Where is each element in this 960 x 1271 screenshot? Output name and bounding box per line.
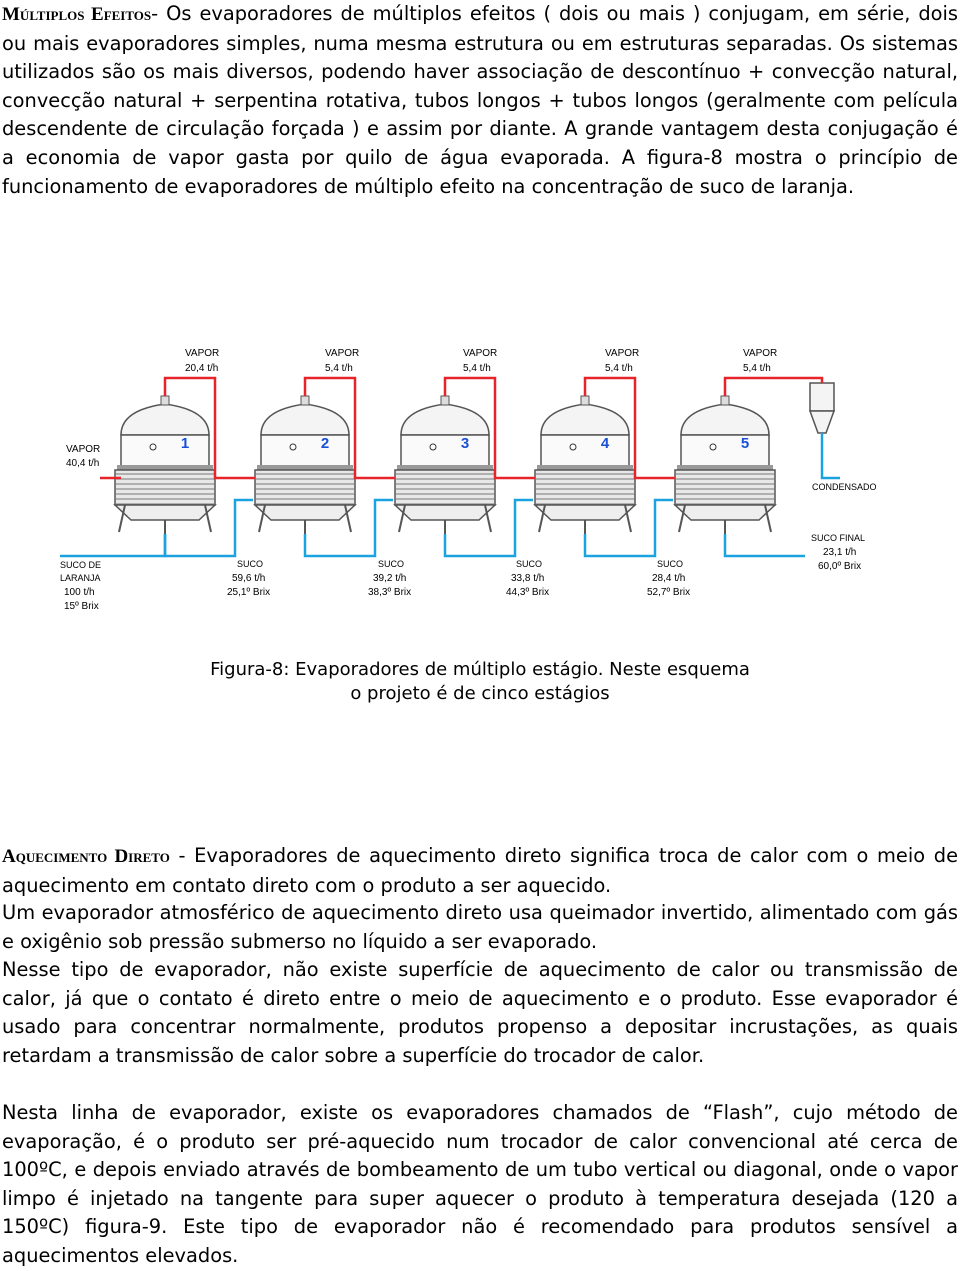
sight-glass (290, 444, 296, 450)
suco-label: SUCO (378, 559, 405, 569)
section-heading: Aquecimento Direto (2, 846, 170, 867)
vessel-dome (121, 404, 209, 435)
final-label: SUCO FINAL (811, 533, 866, 543)
vapor-label: VAPOR (185, 348, 220, 359)
vapor-pipe-5 (725, 378, 822, 396)
vessel-dome (261, 404, 349, 435)
vapor-flow: 5,4 t/h (605, 363, 633, 374)
feed-label: SUCO DE (60, 560, 102, 570)
vapor-flow: 20,4 t/h (185, 363, 219, 374)
evaporator-diagram (0, 330, 960, 630)
suco-flow: 39,2 t/h (373, 573, 407, 584)
vessel-top-nozzle (301, 396, 309, 405)
vessel-top-nozzle (441, 396, 449, 405)
sight-glass (150, 444, 156, 450)
stage-number: 1 (180, 435, 190, 452)
section-aquecimento-direto: Aquecimento Direto - Evaporadores de aquecimento direto significa troca de calor com o meio de aquecimento em contato direto com o produto a ser aquecido. (2, 844, 958, 897)
suco-label: SUCO (657, 559, 684, 569)
feed-brix: 15º Brix (64, 601, 99, 612)
vapor-flow: 5,4 t/h (325, 363, 353, 374)
vessel-bottom (675, 505, 775, 520)
condensate-pipe (822, 433, 840, 478)
vessel-body (121, 435, 209, 470)
evaporator-stage-5 (675, 396, 775, 534)
evaporator-stage-2 (255, 396, 355, 534)
suco-brix: 44,3º Brix (506, 587, 550, 598)
evaporator-stage-3 (395, 396, 495, 534)
vessel-top-nozzle (581, 396, 589, 405)
sight-glass (570, 444, 576, 450)
vapor-flow: 5,4 t/h (463, 363, 491, 374)
vessel-body (681, 435, 769, 470)
vessel-body (261, 435, 349, 470)
stage-number: 4 (600, 435, 610, 452)
vapor-inlet-label: VAPOR (66, 444, 101, 455)
feed-label: LARANJA (60, 573, 101, 583)
vessel-body (541, 435, 629, 470)
vessel-bottom (255, 505, 355, 520)
condenser-body (810, 383, 834, 411)
heat-exchanger (255, 470, 355, 505)
condensado-label: CONDENSADO (812, 482, 877, 492)
sight-glass (430, 444, 436, 450)
suco-flow: 59,6 t/h (232, 573, 266, 584)
vessel-top-nozzle (161, 396, 169, 405)
heat-exchanger (115, 470, 215, 505)
stage-number: 5 (740, 435, 750, 452)
paragraph-text: Evaporadores de aquecimento direto significa troca de calor com o meio de aquecimento em contato direto com o produto a ser aquecido. (2, 844, 958, 897)
juice-final-pipe (725, 534, 805, 556)
vessel-top-nozzle (721, 396, 729, 405)
condenser-cone (810, 411, 834, 433)
vapor-label: VAPOR (605, 348, 640, 359)
vessel-body (401, 435, 489, 470)
suco-label: SUCO (516, 559, 543, 569)
vapor-label: VAPOR (325, 348, 360, 359)
final-brix: 60,0º Brix (818, 561, 862, 572)
condenser (810, 383, 834, 433)
heat-exchanger (675, 470, 775, 505)
evaporator-stage-1 (115, 396, 215, 534)
vessel-dome (681, 404, 769, 435)
sight-glass (710, 444, 716, 450)
stage-number: 2 (320, 435, 330, 452)
evaporator-stage-4 (535, 396, 635, 534)
vessel-bottom (395, 505, 495, 520)
suco-brix: 25,1º Brix (227, 587, 271, 598)
vessel-dome (401, 404, 489, 435)
section-multiplos-efeitos: Múltiplos Efeitos- Os evaporadores de múltiplos efeitos ( dois ou mais ) conjugam, em série, dois ou mais evaporadores simples, numa mesma estrutura ou em estruturas separadas. Os sistemas utilizados são os mais diversos, podendo haver associação de descontínuo + convecção natural, convecção natural + serpentina rotativa, tubos longos + tubos longos (geralmente com película descendente de circulação forçada ) e assim por diante. A grande vantagem desta conjugação é a economia de vapor gasta por quilo de água evaporada. A figura-8 mostra o princípio de funcionamento de evaporadores de múltiplo efeito na concentração de suco de laranja. (2, 2, 959, 198)
feed-flow: 100 t/h (64, 587, 95, 598)
suco-flow: 33,8 t/h (511, 573, 545, 584)
final-flow: 23,1 t/h (823, 547, 857, 558)
vessel-bottom (115, 505, 215, 520)
suco-flow: 28,4 t/h (652, 573, 686, 584)
paragraph: Um evaporador atmosférico de aquecimento direto usa queimador invertido, alimentado com gás e oxigênio sob pressão submerso no líquido a ser evaporado. (2, 901, 958, 953)
paragraph: Nesse tipo de evaporador, não existe superfície de aquecimento de calor ou transmissão de calor, já que o contato é direto entre o meio de aquecimento e o produto. Esse evaporador é usado para concentrar normalmente, produtos propenso a depositar incrustações, as quais retardam a transmissão de calor sobre a superfície do trocador de calor. (2, 958, 958, 1067)
section-heading: Múltiplos Efeitos (2, 4, 152, 25)
vessel-bottom (535, 505, 635, 520)
paragraph: Nesta linha de evaporador, existe os evaporadores chamados de “Flash”, cujo método de evaporação, é o produto ser pré-aquecido num trocador de calor convencional até cerca de 100ºC, e depois enviado através de bombeamento de um tubo vertical ou diagonal, onde o vapor limpo é injetado na tangente para super aquecer o produto à temperatura desejada (120 a 150ºC) figura-9. Este tipo de evaporador não é recomendado para produtos sensível a aquecimentos elevados. (2, 1101, 958, 1267)
juice-feed-pipe (60, 534, 165, 556)
heat-exchanger (535, 470, 635, 505)
vapor-label: VAPOR (743, 348, 778, 359)
suco-brix: 52,7º Brix (647, 587, 691, 598)
vapor-inlet-flow: 40,4 t/h (66, 458, 100, 469)
stage-number: 3 (460, 435, 470, 452)
suco-label: SUCO (237, 559, 264, 569)
figure-caption: Figura-8: Evaporadores de múltiplo estágio. Neste esquema o projeto é de cinco estágios (210, 659, 750, 704)
vessel-dome (541, 404, 629, 435)
suco-brix: 38,3º Brix (368, 587, 412, 598)
heat-exchanger (395, 470, 495, 505)
vapor-label: VAPOR (463, 348, 498, 359)
vapor-flow: 5,4 t/h (743, 363, 771, 374)
paragraph-text: Os evaporadores de múltiplos efeitos ( dois ou mais ) conjugam, em série, dois ou mais evaporadores simples, numa mesma estrutura ou em estruturas separadas. Os sistemas utilizados são os mais diversos, podendo haver associação de descontínuo + convecção natural, convecção natural + serpentina rotativa, tubos longos + tubos longos (geralmente com película descendente de circulação forçada ) e assim por diante. A grande vantagem desta conjugação é a economia de vapor gasta por quilo de água evaporada. A figura-8 mostra o princípio de funcionamento de evaporadores de múltiplo efeito na concentração de suco de laranja. (2, 2, 959, 198)
